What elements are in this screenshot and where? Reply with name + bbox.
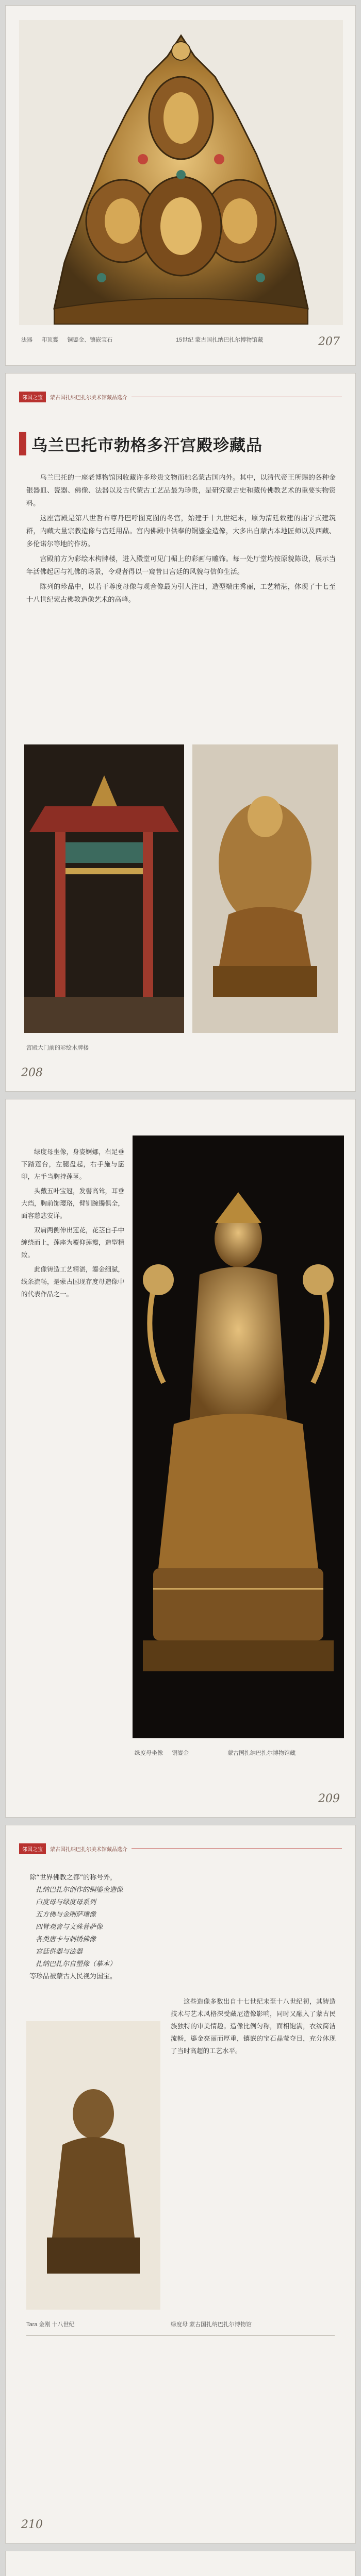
paragraph: 这些造像多数出自十七世纪末至十八世纪初，其铸造技术与艺术风格深受藏尼造像影响，同时又融入了蒙古民族独特的审美情趣。造像比例匀称，面相饱满，衣纹简洁流畅，鎏金亮丽而厚重，镶嵌的宝石晶莹夺目，充分体现了当时高超的工艺水平。 <box>171 1997 336 2055</box>
gate-photo <box>24 744 184 1033</box>
paragraph: 陈列的珍品中，以若干尊度母像与观音像最为引人注目，造型端庄秀丽，工艺精湛，体现了十七至十八世纪蒙古佛教造像艺术的高峰。 <box>26 583 336 604</box>
page-number: 209 <box>318 1792 340 1805</box>
page-5 <box>5 2551 356 2576</box>
crown-illustration <box>19 20 343 325</box>
page-number: 207 <box>318 335 340 348</box>
list-item: 白度母与绿度母系列 <box>36 1899 96 1906</box>
running-chip: 邻国之宝 <box>19 392 46 402</box>
page-4 <box>5 1825 356 2544</box>
figure-caption-left: 绿度母坐像 铜鎏金 <box>135 1750 189 1756</box>
small-statue-illustration <box>26 2021 160 2310</box>
figure-caption-left: Tara 金刚 十八世纪 <box>26 2321 75 2328</box>
running-chip: 邻国之宝 <box>19 1843 46 1854</box>
list-item: 各类唐卡与刺绣佛像 <box>36 1936 96 1943</box>
list-item: 扎纳巴扎尔创作的铜鎏金造像 <box>36 1886 123 1894</box>
paragraph: 双肩两侧伸出莲花，花茎自手中缠绕而上，莲座为覆仰莲瓣，造型精致。 <box>21 1226 125 1259</box>
running-text: 蒙古国扎纳巴扎尔美术馆藏品选介 <box>50 1846 127 1853</box>
tara-illustration <box>133 1136 344 1738</box>
paragraph: 此像铸造工艺精湛，鎏金细腻，线条流畅，是蒙古国现存度母造像中的代表作品之一。 <box>21 1265 125 1298</box>
section-title-text: 乌兰巴托市勃格多汗宫殿珍藏品 <box>31 436 262 455</box>
collection-list <box>29 1872 334 1983</box>
separator <box>26 2335 335 2336</box>
title-bar <box>19 432 26 455</box>
paragraph: 绿度母坐像，身姿婀娜，右足垂下踏莲台，左腿盘起，右手施与愿印，左手当胸持莲茎。 <box>21 1148 125 1180</box>
list-item: 扎纳巴扎尔自塑像（摹本） <box>36 1960 117 1968</box>
paragraph: 乌兰巴托的一座老博物馆因收藏许多珍贵文物而驰名蒙古国内外。其中，以清代帝王所赐的各种金银器皿、瓷器、佛像、法器以及古代蒙古工艺品最为珍贵，是研究蒙古史和藏传佛教艺术的重要实物资料。 <box>26 474 336 507</box>
page-number: 208 <box>21 1066 43 1079</box>
page-3 <box>5 1099 356 1818</box>
figure-illustration <box>192 744 338 1033</box>
paragraph: 头戴五叶宝冠，发髻高耸，耳垂大珰，胸前饰璎珞，臂钏腕镯俱全，面容慈悲安详。 <box>21 1187 125 1219</box>
paragraph: 这座宫殿是第八世哲布尊丹巴呼图克图的冬宫，始建于十九世纪末，原为清廷敕建的庙宇式建筑群，内藏大量宗教造像与宫廷用品。宫内佛殿中供奉的铜鎏金造像，大多出自蒙古本地匠师以及西藏、多伦诺尔等地的作坊。 <box>26 515 336 548</box>
figure-caption-right: 绿度母 蒙古国扎纳巴扎尔博物馆 <box>171 2321 252 2328</box>
list-item: 五方佛与金刚萨埵像 <box>36 1911 96 1919</box>
small-statue-photo <box>26 2021 160 2310</box>
page-2 <box>5 373 356 1092</box>
running-header <box>19 391 342 402</box>
list-item: 四臂观音与文殊菩萨像 <box>36 1923 103 1931</box>
list-lead: 除“世界佛教之都”的称号外， <box>29 1874 117 1882</box>
tara-photo <box>133 1136 344 1738</box>
gate-illustration <box>24 744 184 1033</box>
running-text: 蒙古国扎纳巴扎尔美术馆藏品选介 <box>50 395 127 401</box>
figure-photo <box>192 744 338 1033</box>
figure-caption-right: 15世纪 蒙古国扎纳巴扎尔博物馆藏 <box>176 337 264 343</box>
list-item: 宫廷供器与法器 <box>36 1948 83 1956</box>
side-text <box>21 1146 124 1302</box>
figure-caption-right: 蒙古国扎纳巴扎尔博物馆藏 <box>227 1750 296 1756</box>
list-tail: 等珍品被蒙古人民视为国宝。 <box>29 1973 117 1980</box>
article-body <box>26 471 336 608</box>
gate-caption: 宫殿大门前的彩绘木牌楼 <box>26 1045 89 1051</box>
crown-photo <box>19 20 343 325</box>
page-number: 210 <box>21 2518 43 2531</box>
figure-caption-left: 法器 印顶鬘 铜鎏金、镶嵌宝石 <box>21 337 113 343</box>
running-header <box>19 1843 342 1854</box>
paragraph: 宫殿前方为彩绘木构牌楼，进入殿堂可见门楣上的彩画与雕饰。每一处厅堂均按原貌陈设，展示当年活佛起居与礼佛的场景，令观者得以一窥昔日宫廷的风貌与信仰生活。 <box>26 555 336 576</box>
section-title <box>19 430 344 457</box>
article-body <box>171 1995 336 2059</box>
page-1 <box>5 5 356 366</box>
